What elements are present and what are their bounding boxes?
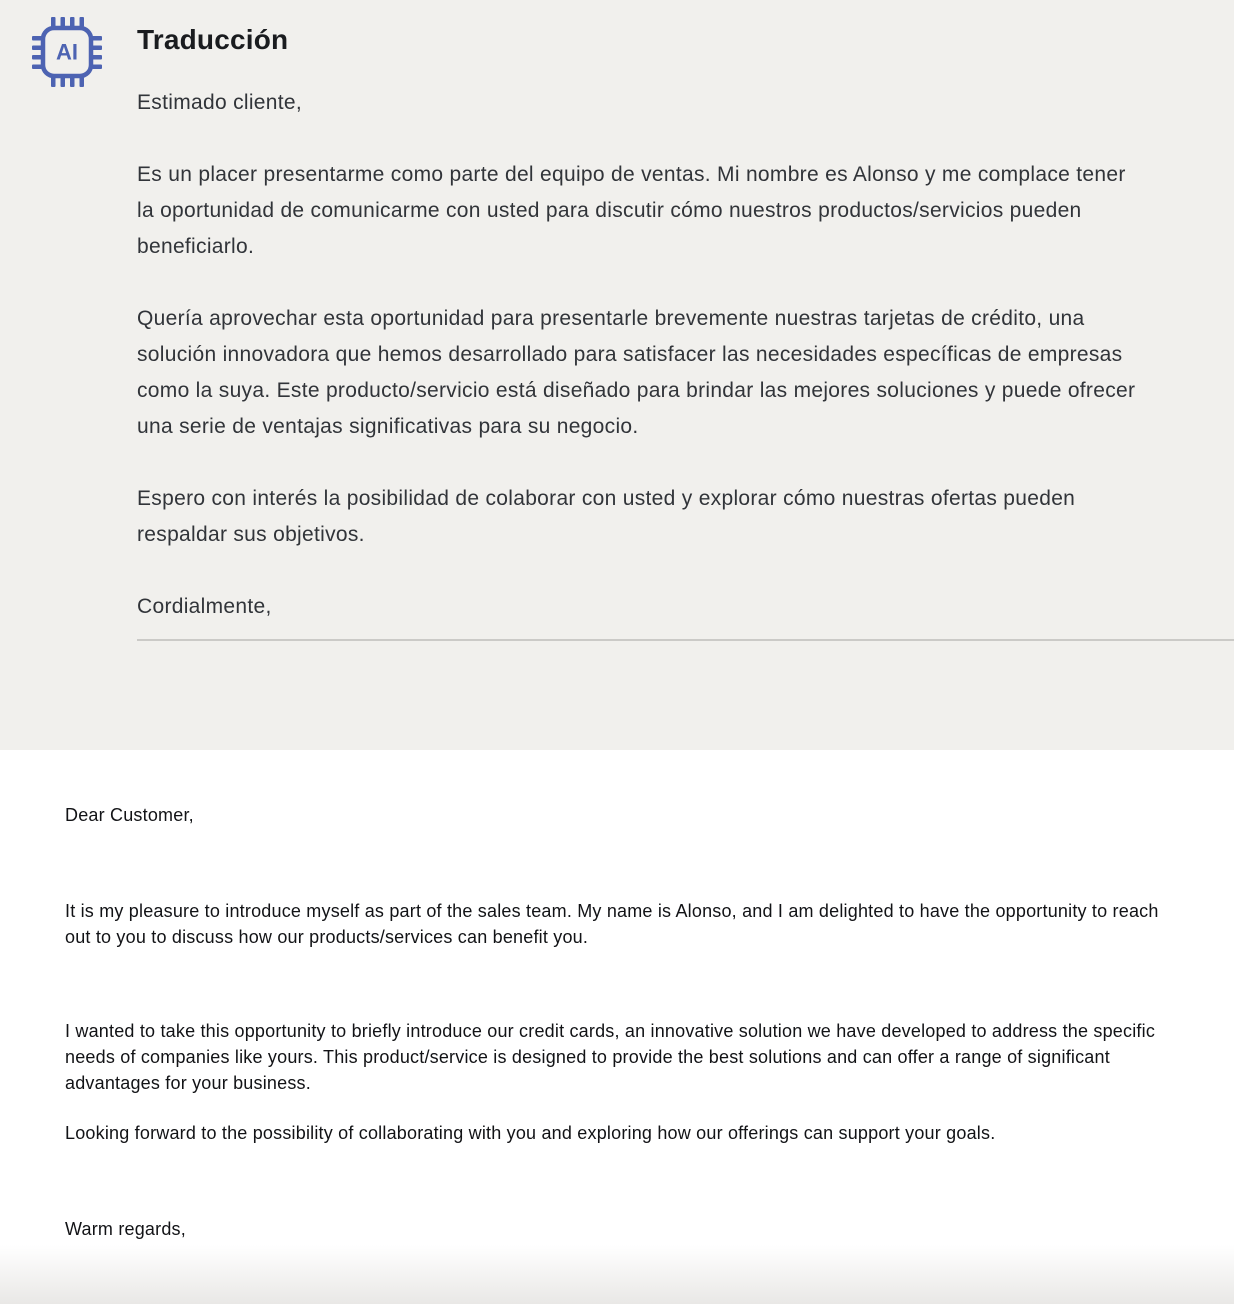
paragraph-en-2: I wanted to take this opportunity to briefly introduce our credit cards, an innovative solution we have developed to address the specific needs of companies like yours. This product/service is designed to provide the best solutions and can offer a range of significant advantages for your business. <box>65 1021 1156 1093</box>
paragraph-es-1: Es un placer presentarme como parte del equipo de ventas. Mi nombre es Alonso y me complace tener la oportunidad de comunicarme con usted para discutir cómo nuestros productos/servicios pueden beneficiarlo. <box>137 163 1126 258</box>
paragraph-en-3: Looking forward to the possibility of collaborating with you and exploring how our offerings can support your goals. <box>65 1123 996 1143</box>
ai-icon-column <box>0 0 137 89</box>
panel-divider <box>137 639 1234 641</box>
greeting-es: Estimado cliente, <box>137 91 303 114</box>
paragraph-es-3: Espero con interés la posibilidad de colaborar con usted y explorar cómo nuestras ofertas pueden respaldar sus objetivos. <box>137 487 1076 546</box>
original-message <box>0 750 1234 1304</box>
closing-en: Warm regards, <box>65 1219 186 1239</box>
translated-text-block <box>137 85 1142 625</box>
paragraph-en-1: It is my pleasure to introduce myself as part of the sales team. My name is Alonso, and I am delighted to have the opportunity to reach out to you to discuss how our products/services can benefit you. <box>65 901 1159 947</box>
ai-chip-icon <box>30 15 104 89</box>
closing-es: Cordialmente, <box>137 595 272 618</box>
greeting-en: Dear Customer, <box>65 805 194 825</box>
translation-content <box>137 0 1234 641</box>
svg-text:AI: AI <box>56 39 78 65</box>
panel-title: Traducción <box>137 24 289 55</box>
paragraph-es-2: Quería aprovechar esta oportunidad para presentarle brevemente nuestras tarjetas de crédito, una solución innovadora que hemos desarrollado para satisfacer las necesidades específicas de empresas como la suya. Este producto/servicio está diseñado para brindar las mejores soluciones y puede ofrecer una serie de ventajas significativas para su negocio. <box>137 307 1136 438</box>
